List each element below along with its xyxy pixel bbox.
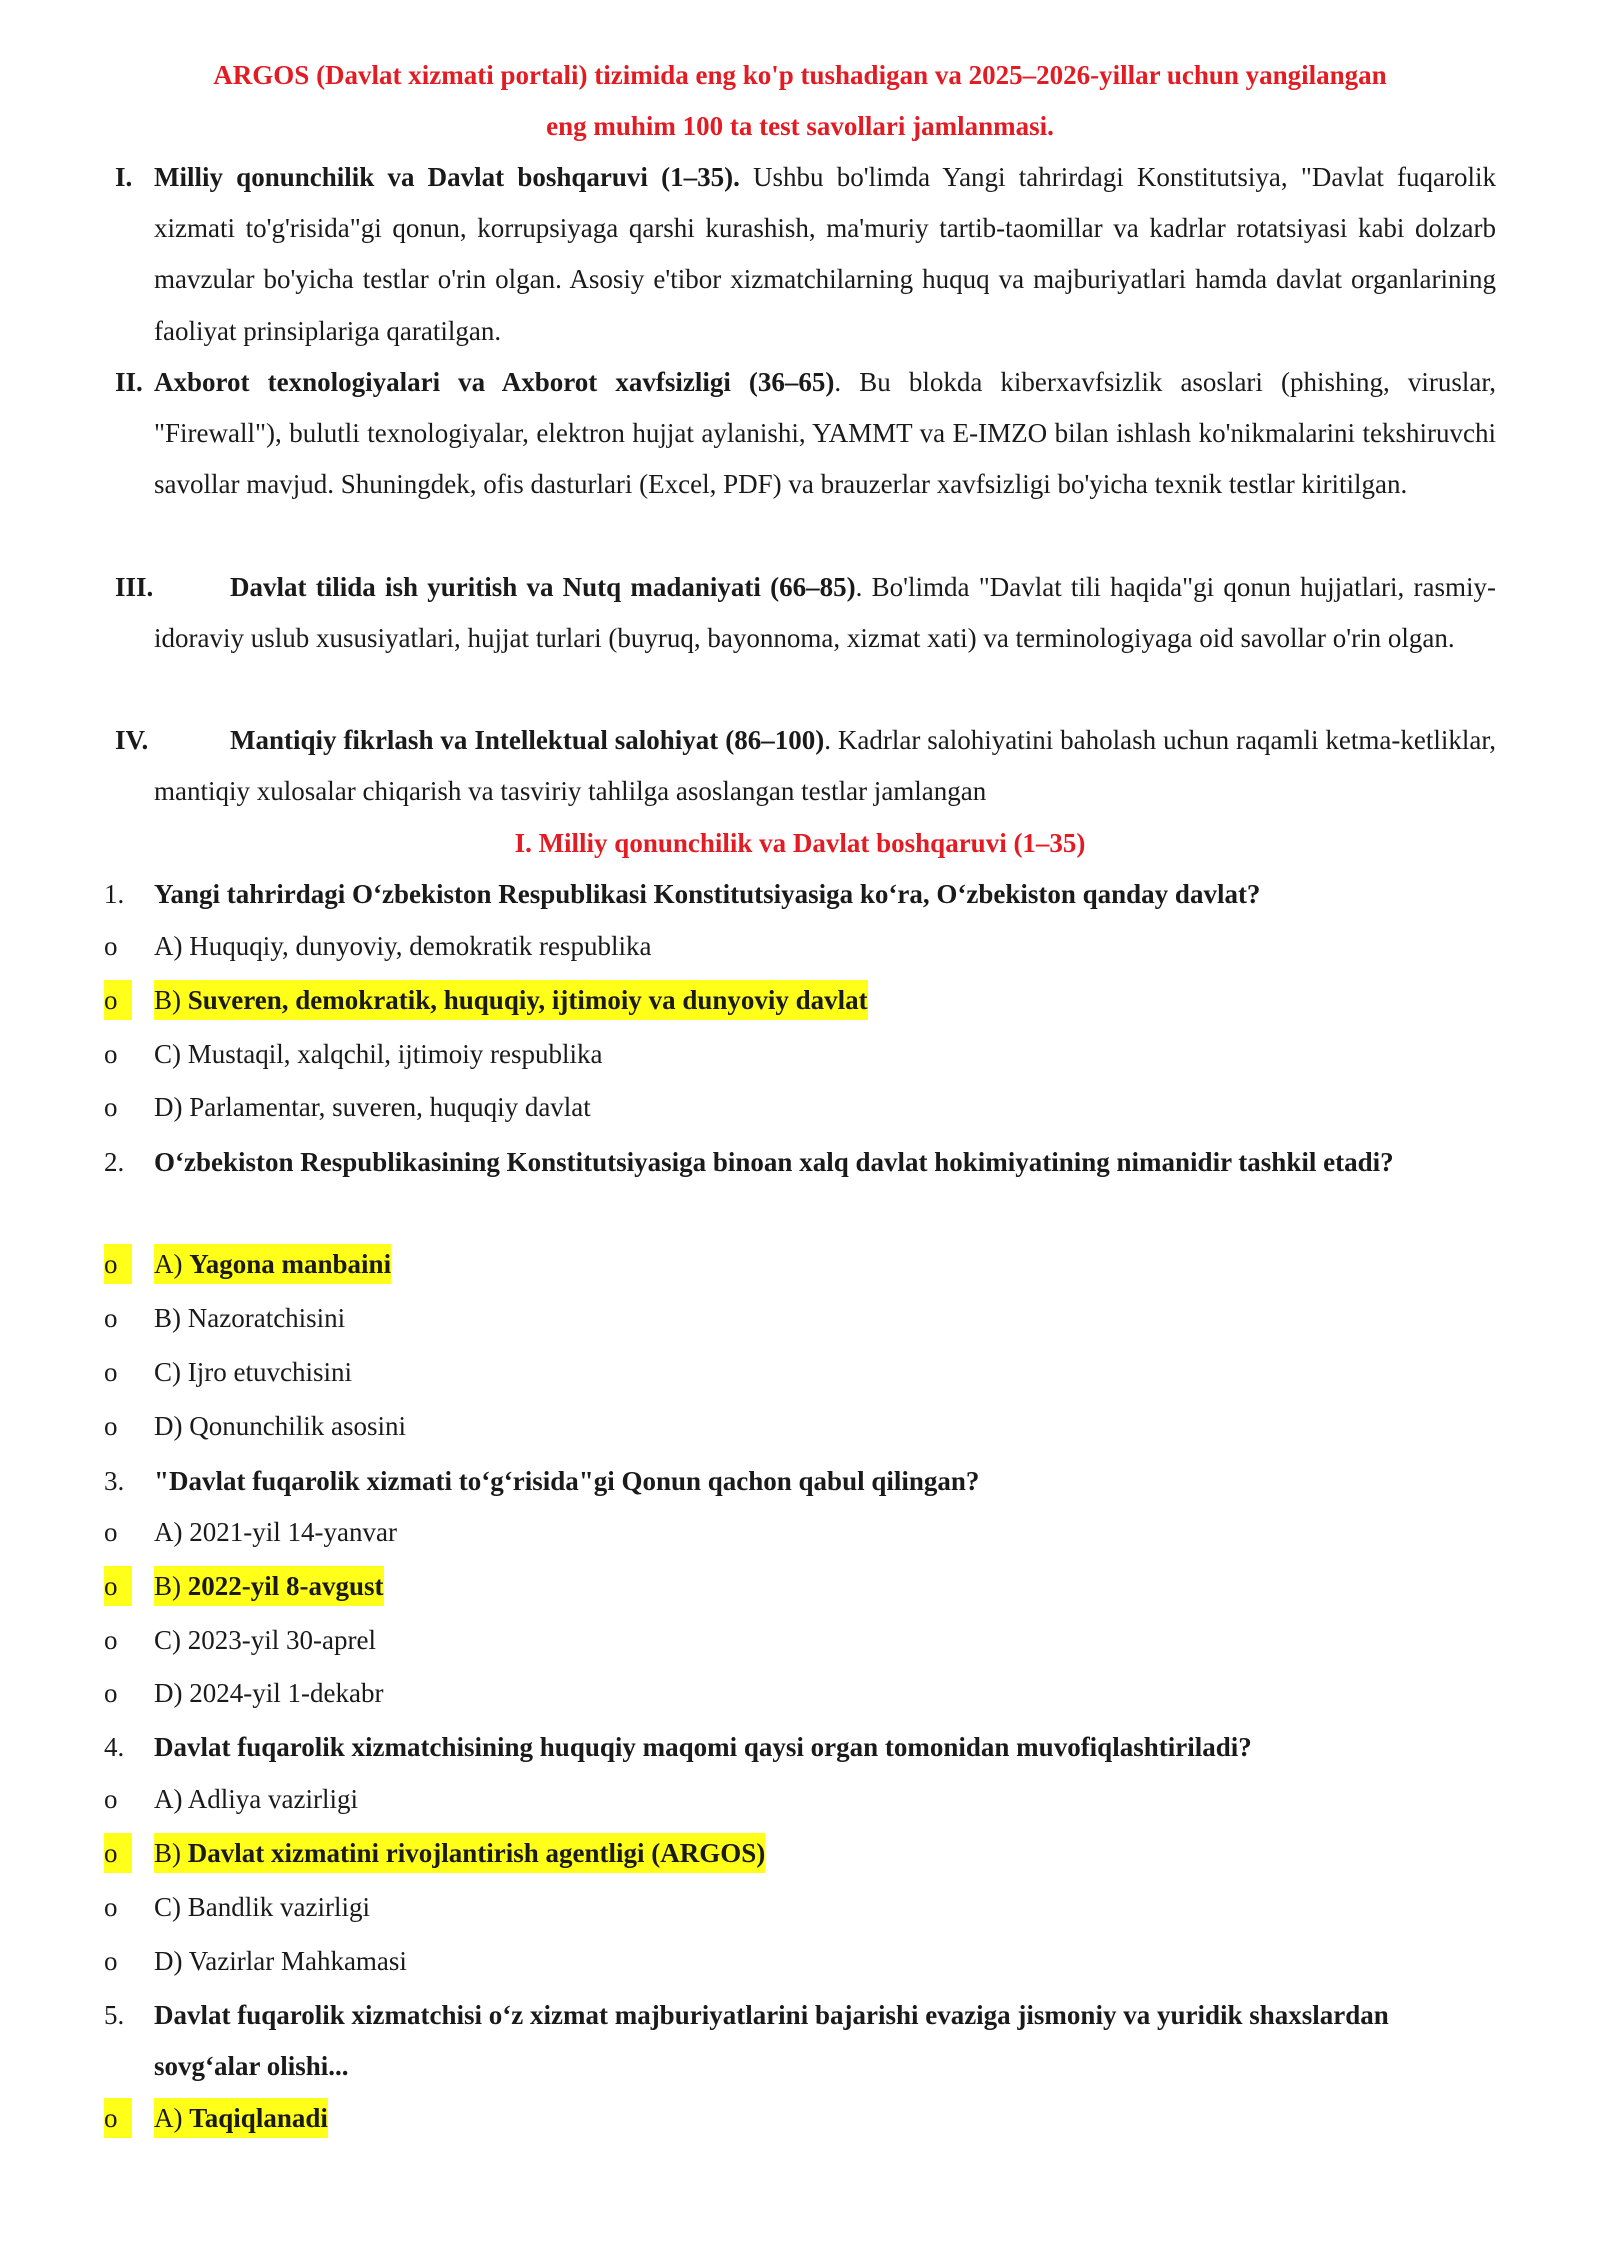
section-summary [154, 152, 1496, 357]
bullet-marker: o [104, 1678, 118, 1708]
bullet-marker: o [104, 1946, 118, 1976]
section-summary [154, 562, 1496, 664]
option-letter: A) [154, 931, 183, 961]
part-heading: I. Milliy qonunchilik va Davlat boshqaruvi (1–35) [514, 828, 1086, 858]
option-letter: D) [154, 1678, 183, 1708]
option-letter: D) [154, 1411, 183, 1441]
bullet-marker: o [104, 2098, 132, 2138]
section-summary [154, 715, 1496, 817]
option-letter: B) [154, 985, 181, 1015]
question-number: 4. [104, 1732, 125, 1762]
question-text: "Davlat fuqarolik xizmati to‘g‘risida"gi Qonun qachon qabul qilingan? [154, 1466, 980, 1496]
option-text: Mustaqil, xalqchil, ijtimoiy respublika [187, 1039, 603, 1069]
document-title-line-2: eng muhim 100 ta test savollari jamlanmasi. [546, 111, 1054, 141]
section-marker: III. [115, 572, 154, 602]
section-marker: II. [115, 367, 143, 397]
document-title-line-1: ARGOS (Davlat xizmati portali) tizimida eng ko'p tushadigan va 2025–2026-yillar uchun yangilangan [213, 60, 1387, 90]
section-marker: IV. [115, 725, 149, 755]
bullet-marker: o [104, 931, 118, 961]
option-letter: C) [154, 1039, 181, 1069]
bullet-marker: o [104, 1517, 118, 1547]
option-letter: C) [154, 1892, 181, 1922]
question-number: 2. [104, 1147, 125, 1177]
option-letter: D) [154, 1092, 183, 1122]
bullet-marker: o [104, 1244, 132, 1284]
section-heading: Axborot texnologiyalari va Axborot xavfsizligi (36–65) [154, 367, 835, 397]
option-text: Yagona manbaini [189, 1249, 392, 1279]
section-heading: Mantiqiy fikrlash va Intellektual salohiyat (86–100) [230, 725, 825, 755]
option-letter: A) [154, 1249, 183, 1279]
section-body: Ushbu bo'limda Yangi tahrirdagi Konstitutsiya, "Davlat fuqarolik xizmati to'g'risida"gi qonun, korrupsiyaga qarshi kurashish, ma'muriy tartib-taomillar va kadrlar rotatsiyasi kabi dolzarb mavzular bo'yicha testlar o'rin olgan. Asosiy e'tibor xizmatchilarning huquq va majburiyatlari hamda davlat organlarining faoliyat prinsiplariga qaratilgan. [154, 162, 1496, 346]
option-letter: A) [154, 1517, 183, 1547]
option-letter: B) [154, 1303, 181, 1333]
option-text: Davlat xizmatini rivojlantirish agentligi (ARGOS) [187, 1838, 766, 1868]
option-text: Taqiqlanadi [189, 2103, 328, 2133]
section-body: . Kadrlar salohiyatini baholash uchun raqamli ketma-ketliklar, mantiqiy xulosalar chiqarish va tasviriy tahlilga asoslangan testlar jamlangan [154, 725, 1496, 807]
question-number: 3. [104, 1466, 125, 1496]
section-body: . Bo'limda "Davlat tili haqida"gi qonun hujjatlari, rasmiy-idoraviy uslub xususiyatlari, hujjat turlari (buyruq, bayonnoma, xizmat xati) va terminologiyaga oid savollar o'rin olgan. [154, 572, 1496, 654]
section-summary [154, 357, 1496, 511]
option-letter: A) [154, 2103, 183, 2133]
option-letter: B) [154, 1838, 181, 1868]
option-text: Ijro etuvchisini [187, 1357, 352, 1387]
section-heading: Milliy qonunchilik va Davlat boshqaruvi (1–35). [154, 162, 740, 192]
option-text: Bandlik vazirligi [187, 1892, 370, 1922]
question-number: 5. [104, 2000, 125, 2030]
option-text: 2022-yil 8-avgust [187, 1571, 384, 1601]
bullet-marker: o [104, 1784, 118, 1814]
option-text: Suveren, demokratik, huquqiy, ijtimoiy va dunyoviy davlat [187, 985, 868, 1015]
bullet-marker: o [104, 1411, 118, 1441]
option-text: Parlamentar, suveren, huquqiy davlat [189, 1092, 591, 1122]
option-letter: D) [154, 1946, 183, 1976]
bullet-marker: o [104, 1625, 118, 1655]
question-text: Yangi tahrirdagi O‘zbekiston Respublikasi Konstitutsiyasiga ko‘ra, O‘zbekiston qanday davlat? [154, 879, 1261, 909]
bullet-marker: o [104, 1566, 132, 1606]
option-letter: B) [154, 1571, 181, 1601]
option-letter: C) [154, 1625, 181, 1655]
option-text: Nazoratchisini [187, 1303, 346, 1333]
section-body: . Bu blokda kiberxavfsizlik asoslari (phishing, viruslar, "Firewall"), bulutli texnologiyalar, elektron hujjat aylanishi, YAMMT va E-IMZO bilan ishlash ko'nikmalarini tekshiruvchi savollar mavjud. Shuningdek, ofis dasturlari (Excel, PDF) va brauzerlar xavfsizligi bo'yicha texnik testlar kiritilgan. [154, 367, 1496, 500]
option-text: Qonunchilik asosini [189, 1411, 406, 1441]
option-text: 2021-yil 14-yanvar [189, 1517, 397, 1547]
bullet-marker: o [104, 1357, 118, 1387]
option-text: 2024-yil 1-dekabr [189, 1678, 384, 1708]
question-text: Davlat fuqarolik xizmatchisining huquqiy maqomi qaysi organ tomonidan muvofiqlashtiriladi? [154, 1732, 1252, 1762]
option-letter: C) [154, 1357, 181, 1387]
bullet-marker: o [104, 1892, 118, 1922]
question-text: O‘zbekiston Respublikasining Konstitutsiyasiga binoan xalq davlat hokimiyatining nimanidir tashkil etadi? [154, 1147, 1394, 1177]
section-marker: I. [115, 162, 133, 192]
section-heading: Davlat tilida ish yuritish va Nutq madaniyati (66–85) [230, 572, 856, 602]
bullet-marker: o [104, 980, 132, 1020]
option-text: Vazirlar Mahkamasi [188, 1946, 407, 1976]
question-text: Davlat fuqarolik xizmatchisi o‘z xizmat majburiyatlarini bajarishi evaziga jismoniy va yuridik shaxslardan sovg‘alar olishi... [154, 2000, 1389, 2081]
bullet-marker: o [104, 1092, 118, 1122]
option-text: Huquqiy, dunyoviy, demokratik respublika [189, 931, 652, 961]
bullet-marker: o [104, 1833, 132, 1873]
option-letter: A) [154, 1784, 183, 1814]
bullet-marker: o [104, 1303, 118, 1333]
option-text: 2023-yil 30-aprel [187, 1625, 376, 1655]
bullet-marker: o [104, 1039, 118, 1069]
question-number: 1. [104, 879, 125, 909]
option-text: Adliya vazirligi [187, 1784, 358, 1814]
